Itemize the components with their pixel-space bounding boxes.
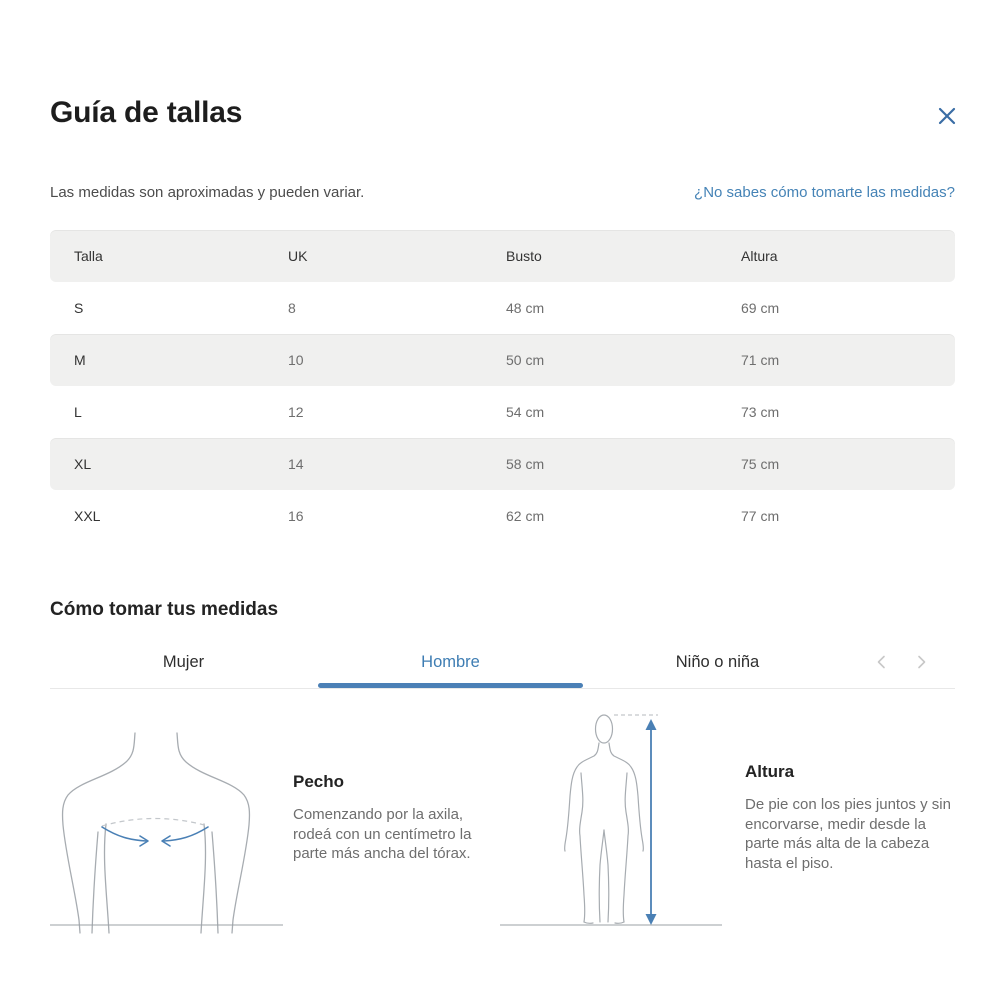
height-instruction-text: De pie con los pies juntos y sin encorvarse, medir desde la parte más alta de la cabeza hasta el piso. (745, 796, 951, 872)
column-header-altura: Altura (741, 248, 778, 264)
cell-uk: 14 (288, 456, 304, 472)
cell-busto: 62 cm (506, 508, 545, 524)
measure-help-link[interactable]: ¿No sabes cómo tomarte las medidas? (694, 184, 955, 201)
cell-altura: 71 cm (741, 352, 780, 368)
cell-talla: L (74, 404, 82, 420)
cell-talla: S (74, 300, 84, 316)
height-instruction (745, 762, 963, 873)
column-header-talla: Talla (74, 248, 103, 264)
table-row (50, 282, 955, 334)
height-instruction-title: Altura (745, 762, 795, 781)
column-header-busto: Busto (506, 248, 542, 264)
column-header-uk: UK (288, 248, 308, 264)
next-tab-button[interactable] (909, 650, 933, 674)
cell-busto: 50 cm (506, 352, 545, 368)
chest-back-dashed-line (102, 819, 208, 827)
tab-hombre[interactable]: Hombre (317, 636, 584, 688)
chest-instruction-title: Pecho (293, 772, 345, 791)
cell-uk: 16 (288, 508, 304, 524)
table-row (50, 334, 955, 386)
chevron-right-icon (912, 653, 930, 671)
size-table (50, 230, 955, 542)
table-row (50, 490, 955, 542)
close-icon (937, 106, 957, 126)
cell-busto: 58 cm (506, 456, 545, 472)
page-title: Guía de tallas (50, 96, 243, 129)
table-header-row (50, 230, 955, 282)
torso-illustration (63, 733, 250, 933)
chest-instruction (293, 772, 493, 864)
cell-uk: 12 (288, 404, 304, 420)
measure-section-heading: Cómo tomar tus medidas (50, 599, 279, 620)
close-button[interactable] (933, 102, 961, 130)
chevron-left-icon (873, 653, 891, 671)
tab-nav (851, 636, 955, 688)
height-measure-arrow (646, 719, 657, 925)
table-row (50, 386, 955, 438)
cell-talla: XXL (74, 508, 101, 524)
disclaimer-text: Las medidas son aproximadas y pueden variar. (50, 184, 365, 201)
tab-nino-o-nina[interactable]: Niño o niña (675, 652, 760, 671)
cell-talla: XL (74, 456, 92, 472)
tabs-bar (50, 636, 955, 689)
cell-busto: 48 cm (506, 300, 545, 316)
cell-altura: 75 cm (741, 456, 780, 472)
cell-altura: 77 cm (741, 508, 780, 524)
chest-instruction-text: Comenzando por la axila, rodeá con un centímetro la parte más ancha del tórax. (293, 806, 472, 862)
height-figure-illustration (565, 715, 644, 923)
cell-talla: M (74, 352, 86, 368)
cell-altura: 69 cm (741, 300, 780, 316)
cell-uk: 10 (288, 352, 304, 368)
prev-tab-button[interactable] (870, 650, 894, 674)
cell-busto: 54 cm (506, 404, 545, 420)
chest-measure-arrow (102, 827, 208, 846)
cell-altura: 73 cm (741, 404, 780, 420)
table-row (50, 438, 955, 490)
tabs (50, 636, 851, 688)
cell-uk: 8 (288, 300, 296, 316)
tab-mujer[interactable]: Mujer (162, 652, 205, 671)
